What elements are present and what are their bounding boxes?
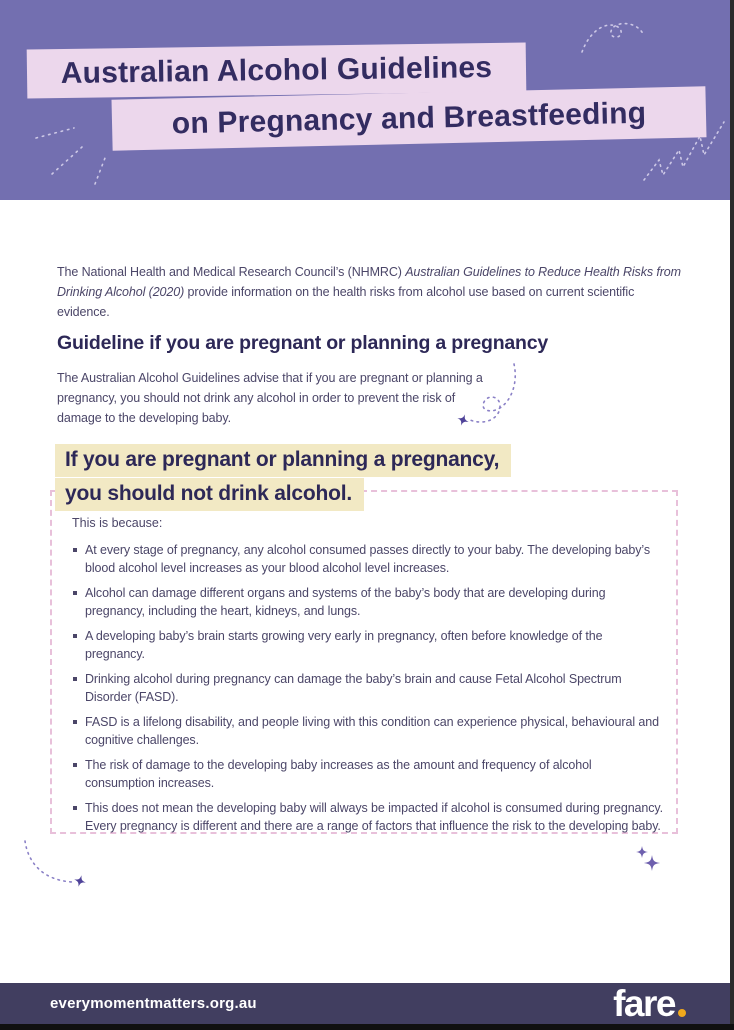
page-title-line2: on Pregnancy and Breastfeeding (171, 96, 647, 140)
list-item: Alcohol can damage different organs and systems of the baby’s body that are developing during pregnancy, including the heart, kidneys, and lungs. (72, 584, 664, 620)
key-statement (55, 444, 511, 512)
header-banner (0, 0, 730, 200)
key-statement-line1: If you are pregnant or planning a pregnancy, (55, 444, 511, 477)
footer-bar (0, 983, 730, 1024)
reasons-list (72, 541, 664, 835)
list-item: The risk of damage to the developing baby increases as the amount and frequency of alcohol consumption increases. (72, 756, 664, 792)
reasons-intro: This is because: (72, 516, 163, 530)
page-title-line1: Australian Alcohol Guidelines (60, 50, 493, 90)
list-item: FASD is a lifelong disability, and people living with this condition can experience physical, behavioural and cognitive challenges. (72, 713, 664, 749)
fare-logo-text: fare (613, 982, 675, 1024)
list-item: This does not mean the developing baby will always be impacted if alcohol is consumed during pregnancy. Every pregnancy is different and there are a range of factors that influence the risk to the developing baby. (72, 799, 664, 835)
curl-doodle-icon (580, 18, 646, 64)
intro-text-italic: Australian Guidelines to Reduce Health Risks from Drinking Alcohol (2020) (57, 265, 681, 299)
fare-logo-dot (678, 1009, 686, 1017)
star-icon (455, 412, 470, 427)
key-statement-line2: you should not drink alcohol. (55, 478, 364, 511)
page-edge-right (730, 0, 734, 1030)
sparkles-icon (628, 840, 674, 888)
page-edge-bottom (0, 1024, 734, 1030)
title-ribbon-line1 (27, 43, 527, 99)
section-heading: Guideline if you are pregnant or planning a pregnancy (57, 332, 549, 354)
intro-paragraph (57, 262, 689, 322)
intro-text-regular-2: provide information on the health risks from alcohol use based on current scientific evidence. (57, 285, 635, 319)
guideline-paragraph: The Australian Alcohol Guidelines advise that if you are pregnant or planning a pregnancy, you should not drink any alcohol in order to prevent the risk of damage to the developing baby. (57, 371, 483, 425)
rays-doodle-icon (32, 120, 112, 190)
star-icon (73, 874, 88, 889)
spiral-doodle-icon (452, 360, 528, 432)
list-item: Drinking alcohol during pregnancy can damage the baby’s brain and cause Fetal Alcohol Spectrum Disorder (FASD). (72, 670, 664, 706)
list-item: At every stage of pregnancy, any alcohol consumed passes directly to your baby. The developing baby’s blood alcohol level increases as your blood alcohol level increases. (72, 541, 664, 577)
arc-doodle-icon (18, 838, 102, 896)
intro-text-regular: The National Health and Medical Research Council’s (NHMRC) (57, 265, 406, 279)
footer-url: everymomentmatters.org.au (50, 995, 257, 1012)
reasons-box (50, 490, 678, 834)
list-item: A developing baby’s brain starts growing very early in pregnancy, often before knowledge of the pregnancy. (72, 627, 664, 663)
fare-logo (613, 982, 686, 1024)
